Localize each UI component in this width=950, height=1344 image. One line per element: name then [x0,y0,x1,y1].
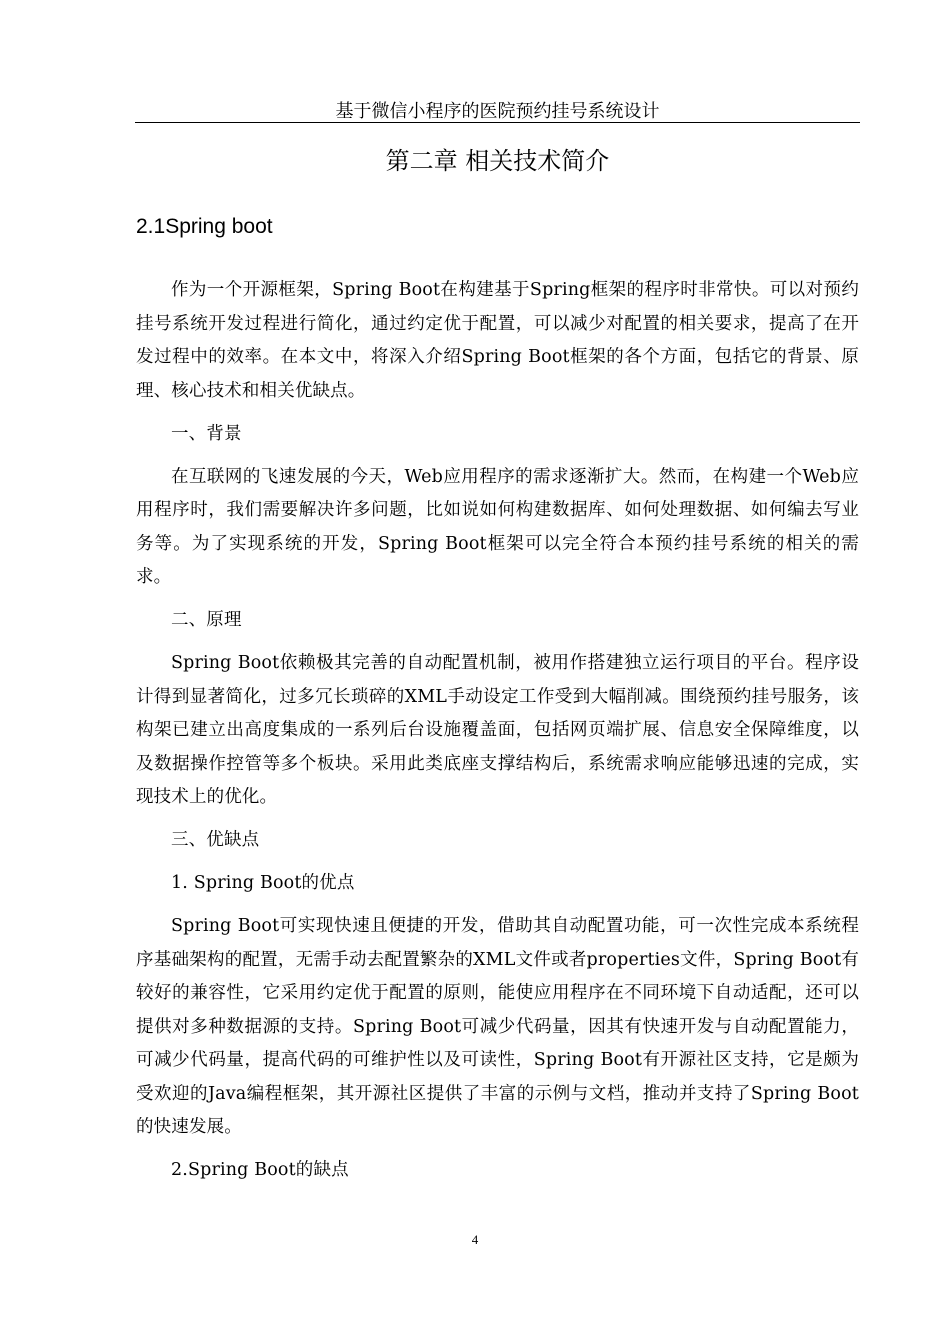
section-title: 2.1Spring boot [136,215,273,238]
chapter-title: 第二章 相关技术简介 [385,147,610,175]
paragraph-intro: 作为一个开源框架，Spring Boot在构建基于Spring框架的程序时非常快。可以对预约挂号系统开发过程进行简化，通过约定优于配置，可以减少对配置的相关要求，提高了在开发过程中的效率。在本文中，将深入介绍Spring Boot框架的各个方面，包括它的背景、原理、核心技术和相关优缺点。 [136,280,859,401]
subheading-principle: 二、原理 [171,610,242,630]
subheading-disadvantages: 2.Spring Boot的缺点 [171,1160,349,1180]
header-divider [135,122,860,123]
subheading-advantages: 1. Spring Boot的优点 [171,873,355,893]
page-number: 4 [471,1232,479,1247]
paragraph-background: 在互联网的飞速发展的今天，Web应用程序的需求逐渐扩大。然而，在构建一个Web应用程序时，我们需要解决许多问题，比如说如何构建数据库、如何处理数据、如何编去写业务等。为了实现系统的开发，Spring Boot框架可以完全符合本预约挂号系统的相关的需求。 [136,466,859,587]
body-text [136,274,859,1197]
running-header: 基于微信小程序的医院预约挂号系统设计 [335,101,660,122]
paragraph-advantages: Spring Boot可实现快速且便捷的开发，借助其自动配置功能，可一次性完成本系统程序基础架构的配置，无需手动去配置繁杂的XML文件或者properties文件，Spring Boot有较好的兼容性，它采用约定优于配置的原则，能使应用程序在不同环境下自动适配，还可以提供对多种数据源的支持。Spring Boot可减少代码量，因其有快速开发与自动配置能力，可减少代码量，提高代码的可维护性以及可读性，Spring Boot有开源社区支持，它是颇为受欢迎的Java编程框架，其开源社区提供了丰富的示例与文档，推动并支持了Spring Boot的快速发展。 [136,916,859,1137]
paragraph-principle: Spring Boot依赖极其完善的自动配置机制，被用作搭建独立运行项目的平台。程序设计得到显著简化，过多冗长琐碎的XML手动设定工作受到大幅削减。围绕预约挂号服务，该构架已建立出高度集成的一系列后台设施覆盖面，包括网页端扩展、信息安全保障维度，以及数据操作控管等多个板块。采用此类底座支撑结构后，系统需求响应能够迅速的完成，实现技术上的优化。 [136,653,859,807]
subheading-pros-cons: 三、优缺点 [171,830,260,850]
subheading-background: 一、背景 [171,423,242,444]
